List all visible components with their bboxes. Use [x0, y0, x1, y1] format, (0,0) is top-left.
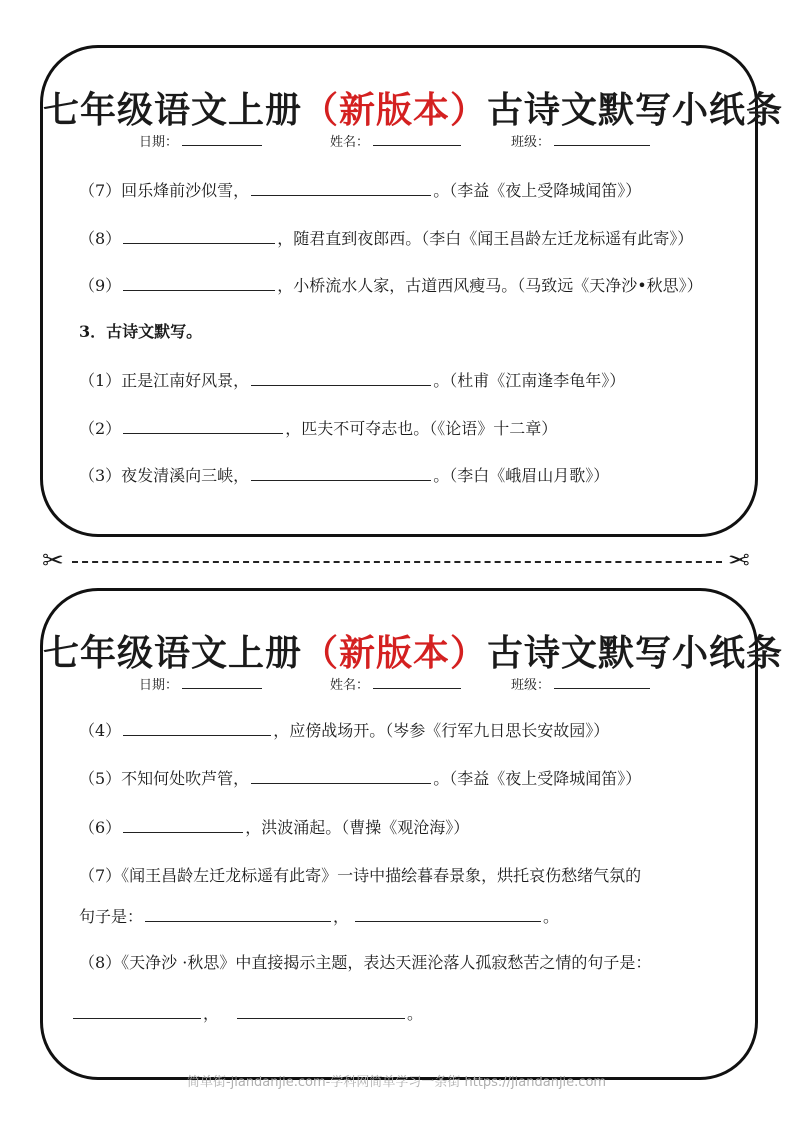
meta-row: [43, 674, 755, 694]
question-4: （4） ，应傍战场开。（岑参《行军九日思长安故园》）: [79, 718, 609, 743]
question-8: （8） ，随君直到夜郎西。（李白《闻王昌龄左迁龙标遥有此寄》）: [79, 226, 693, 251]
question-7-line2: 句子是： ， 。: [79, 904, 559, 929]
question-9: （9） ，小桥流水人家，古道西风瘦马。（马致远《天净沙•秋思》）: [79, 273, 703, 298]
title-highlight: （新版本）: [302, 632, 488, 674]
class-field: 班级：: [511, 131, 650, 150]
question-8-line1: （8）《天净沙 ·秋思》中直接揭示主题，表达天涯沦落人孤寂愁苦之情的句子是：: [79, 953, 652, 972]
question-3: （3）夜发清溪向三峡， 。（李白《峨眉山月歌》）: [79, 463, 609, 488]
meta-row: [43, 131, 755, 151]
question-2: （2） ，匹夫不可夺志也。（《论语》十二章）: [79, 416, 557, 441]
question-7-line1: （7）《闻王昌龄左迁龙标遥有此寄》一诗中描绘暮春景象，烘托哀伤愁绪气氛的: [79, 866, 642, 885]
answer-blank[interactable]: [123, 226, 275, 244]
date-field: 日期：: [139, 674, 262, 693]
question-6: （6） ，洪波涌起。（曹操《观沧海》）: [79, 815, 469, 840]
question-7: （7）回乐烽前沙似雪， 。（李益《夜上受降城闻笛》）: [79, 178, 641, 203]
section-heading: 3．古诗文默写。: [79, 322, 203, 341]
name-blank[interactable]: [373, 131, 461, 146]
question-1: （1）正是江南好风景， 。（杜甫《江南逢李龟年》）: [79, 368, 625, 393]
worksheet-card-2: [40, 588, 784, 1080]
date-field: 日期：: [139, 131, 262, 150]
cut-line: [72, 561, 722, 563]
answer-blank[interactable]: [145, 904, 331, 922]
answer-blank[interactable]: [123, 273, 275, 291]
answer-blank[interactable]: [251, 178, 431, 196]
footer-watermark: 简单街-jiandanjie.com-学科网简单学习一条街 https://jiandanjie.com: [186, 1075, 607, 1090]
question-8-line2: ， 。: [71, 1001, 423, 1026]
title-highlight: （新版本）: [302, 89, 488, 131]
card-title: 七年级语文上册（新版本）古诗文默写小纸条: [43, 632, 784, 674]
card-title: 七年级语文上册（新版本）古诗文默写小纸条: [43, 89, 784, 131]
scissors-icon: ✂: [728, 546, 750, 576]
name-field: 姓名：: [330, 674, 461, 693]
name-field: 姓名：: [330, 131, 461, 150]
class-blank[interactable]: [554, 131, 650, 146]
name-blank[interactable]: [373, 674, 461, 689]
answer-blank[interactable]: [123, 815, 243, 833]
answer-blank[interactable]: [123, 416, 283, 434]
date-blank[interactable]: [182, 674, 262, 689]
answer-blank[interactable]: [251, 766, 431, 784]
answer-blank[interactable]: [73, 1001, 201, 1019]
worksheet-card-1: [40, 45, 784, 537]
class-field: 班级：: [511, 674, 650, 693]
date-blank[interactable]: [182, 131, 262, 146]
class-blank[interactable]: [554, 674, 650, 689]
answer-blank[interactable]: [237, 1001, 405, 1019]
scissors-icon: ✂: [42, 546, 64, 576]
answer-blank[interactable]: [123, 718, 271, 736]
answer-blank[interactable]: [251, 463, 431, 481]
question-5: （5）不知何处吹芦管， 。（李益《夜上受降城闻笛》）: [79, 766, 641, 791]
answer-blank[interactable]: [355, 904, 541, 922]
answer-blank[interactable]: [251, 368, 431, 386]
